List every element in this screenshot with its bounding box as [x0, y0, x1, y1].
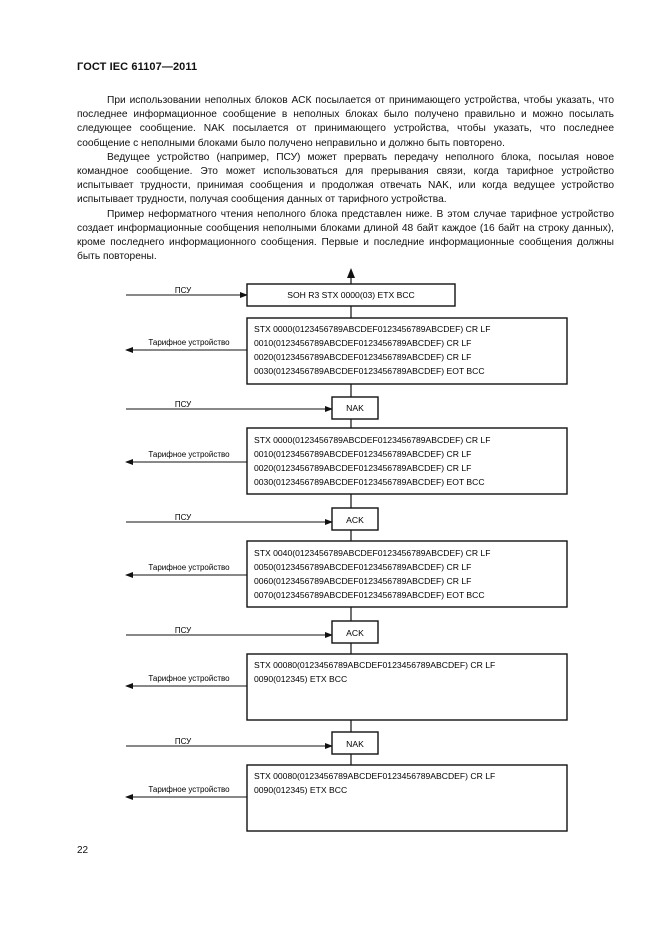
psu-label: ПСУ — [174, 737, 192, 746]
reply-text: NAK — [346, 403, 364, 413]
psu-label: ПСУ — [174, 400, 192, 409]
psu-label: ПСУ — [174, 626, 192, 635]
page-number: 22 — [77, 845, 89, 856]
paragraph: Ведущее устройство (например, ПСУ) может прервать передачу неполного блока, посылая новое командное сообщение. Это может использоваться для прерывания связи, когда тарифное устройство испытывает трудности, принимая сообщения и продолжая отвечать NAK, или когда ведущее устройство испытывает трудности, получая сообщения данных от тарифного устройства. — [77, 151, 614, 206]
response-line: 0020(0123456789ABCDEF0123456789ABCDEF) CR LF — [254, 463, 472, 473]
tariff-label: Тарифное устройство — [148, 785, 230, 794]
tariff-label: Тарифное устройство — [148, 563, 230, 572]
timeline-arrow-icon — [347, 268, 355, 278]
paragraph: При использовании неполных блоков АСК посылается от принимающего устройства, чтобы указать, что последнее информационное сообщение в неполных блоках было получено правильно и можно посылать следующее сообщение. NAK посылается от принимающего устройства, чтобы указать, что последнее сообщение с неполными блоками было получено неправильно и должно быть повторено. — [77, 95, 614, 149]
response-line: 0090(012345) ETX BCC — [254, 674, 348, 684]
response-line: 0070(0123456789ABCDEF0123456789ABCDEF) EOT BCC — [254, 590, 485, 600]
response-line: STX 00080(0123456789ABCDEF0123456789ABCDEF) CR LF — [254, 660, 496, 670]
response-line: STX 0000(0123456789ABCDEF0123456789ABCDEF) CR LF — [254, 435, 491, 445]
response-line: 0060(0123456789ABCDEF0123456789ABCDEF) CR LF — [254, 576, 472, 586]
response-line: 0090(012345) ETX BCC — [254, 785, 348, 795]
response-line: 0010(0123456789ABCDEF0123456789ABCDEF) CR LF — [254, 338, 472, 348]
response-line: 0020(0123456789ABCDEF0123456789ABCDEF) CR LF — [254, 352, 472, 362]
response-line: STX 0000(0123456789ABCDEF0123456789ABCDEF) CR LF — [254, 324, 491, 334]
reply-text: ACK — [346, 628, 364, 638]
tariff-label: Тарифное устройство — [148, 450, 230, 459]
reply-text: ACK — [346, 515, 364, 525]
tariff-label: Тарифное устройство — [148, 674, 230, 683]
document-header: ГОСТ IEC 61107—2011 — [77, 61, 198, 73]
response-line: 0030(0123456789ABCDEF0123456789ABCDEF) EOT BCC — [254, 477, 485, 487]
response-line: STX 00080(0123456789ABCDEF0123456789ABCDEF) CR LF — [254, 771, 496, 781]
response-line: 0010(0123456789ABCDEF0123456789ABCDEF) CR LF — [254, 449, 472, 459]
paragraph: Пример неформатного чтения неполного блока представлен ниже. В этом случае тарифное устройство создает информационные сообщения неполными блоками длиной 48 байт каждое (16 байт на строку данных), кроме последнего информационного сообщения. Первые и последние информационные сообщения должны быть повторены. — [77, 208, 614, 263]
psu-label: ПСУ — [174, 513, 192, 522]
response-line: 0030(0123456789ABCDEF0123456789ABCDEF) EOT BCC — [254, 366, 485, 376]
response-line: STX 0040(0123456789ABCDEF0123456789ABCDEF) CR LF — [254, 548, 491, 558]
tariff-label: Тарифное устройство — [148, 338, 230, 347]
response-line: 0050(0123456789ABCDEF0123456789ABCDEF) CR LF — [254, 562, 472, 572]
reply-text: NAK — [346, 739, 364, 749]
psu-label: ПСУ — [174, 286, 192, 295]
command-text: SOH R3 STX 0000(03) ETX BCC — [287, 290, 415, 300]
